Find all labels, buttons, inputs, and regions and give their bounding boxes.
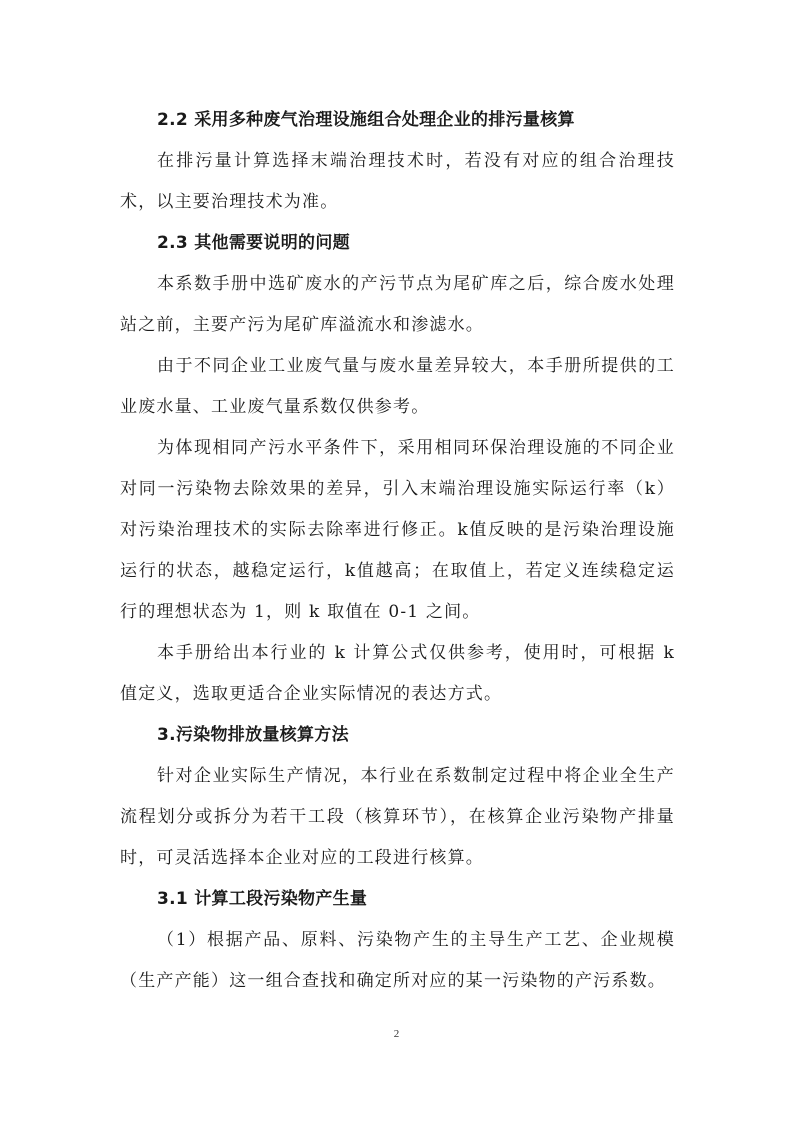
paragraph-k-formula-note: 本手册给出本行业的 k 计算公式仅供参考，使用时，可根据 k 值定义，选取更适合企业实际情况的表达方式。 — [120, 643, 675, 704]
section-heading-3: 3.污染物排放量核算方法 — [157, 725, 349, 745]
paragraph-k-definition: 为体现相同产污水平条件下，采用相同环保治理设施的不同企业对同一污染物去除效果的差异，引入末端治理设施实际运行率（k）对污染治理技术的实际去除率进行修正。k值反映的是污染治理设施运行的状态，越稳定运行，k值越高；在取值上，若定义连续稳定运行的理想状态为 1，则 k 取值在 0-1 之间。 — [120, 438, 675, 622]
paragraph-3-1-item-1: （1）根据产品、原料、污染物产生的主导生产工艺、企业规模（生产产能）这一组合查找和确定所对应的某一污染物的产污系数。 — [120, 930, 675, 991]
paragraph-tailings-node: 本系数手册中选矿废水的产污节点为尾矿库之后，综合废水处理站之前，主要产污为尾矿库溢流水和渗滤水。 — [120, 274, 675, 335]
document-body — [120, 100, 675, 1002]
section-heading-2-2: 2.2 采用多种废气治理设施组合处理企业的排污量核算 — [157, 110, 575, 130]
paragraph-2-2-body: 在排污量计算选择末端治理技术时，若没有对应的组合治理技术，以主要治理技术为准。 — [120, 151, 675, 212]
section-heading-2-3: 2.3 其他需要说明的问题 — [157, 233, 350, 253]
paragraph-reference-coefficients: 由于不同企业工业废气量与废水量差异较大，本手册所提供的工业废水量、工业废气量系数仅供参考。 — [120, 356, 675, 417]
page-number: 2 — [393, 1028, 400, 1040]
section-heading-3-1: 3.1 计算工段污染物产生量 — [157, 889, 368, 909]
paragraph-3-body: 针对企业实际生产情况，本行业在系数制定过程中将企业全生产流程划分或拆分为若干工段（核算环节），在核算企业污染物产排量时，可灵活选择本企业对应的工段进行核算。 — [120, 766, 675, 868]
